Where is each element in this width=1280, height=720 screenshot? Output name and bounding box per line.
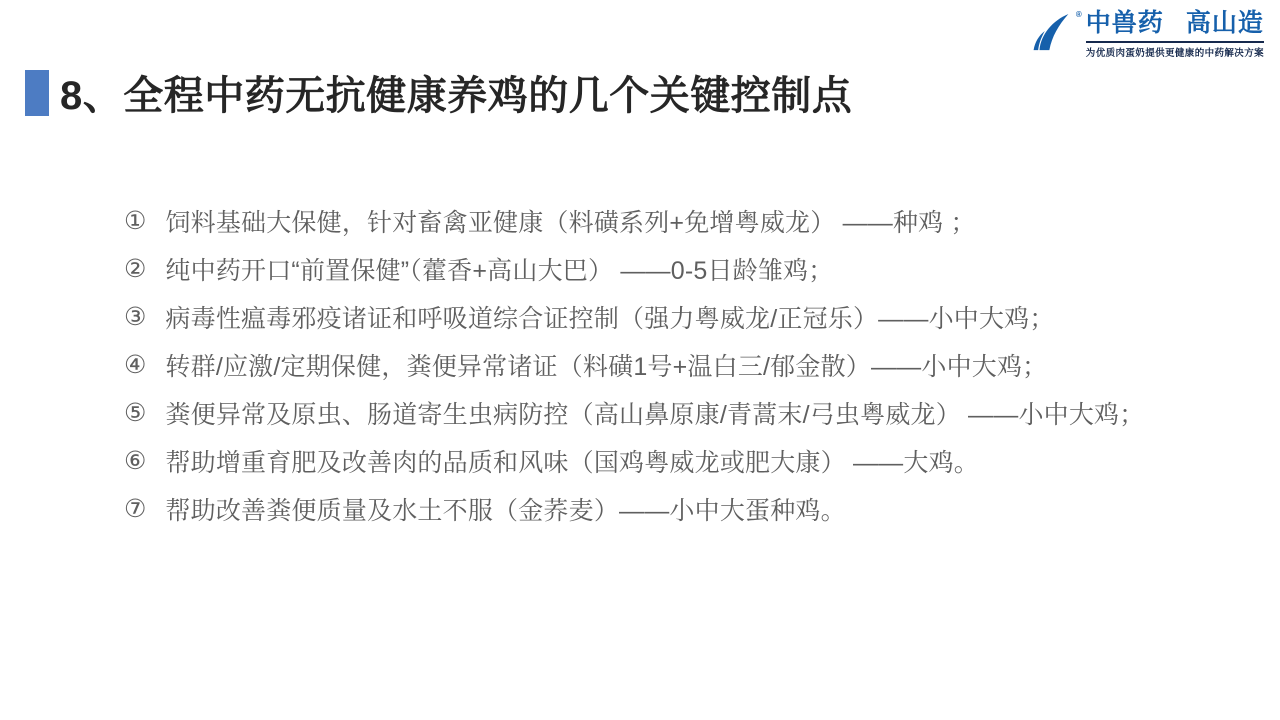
registered-trademark-icon: ® xyxy=(1075,10,1082,19)
list-item xyxy=(124,341,1260,389)
list-item-number: ⑦ xyxy=(124,495,147,523)
list-item xyxy=(124,245,1260,293)
list-item-text: 转群/应激/定期保健，粪便异常诸证（料磺1号+温白三/郁金散）——小中大鸡； xyxy=(165,353,1048,381)
list-item-text: 粪便异常及原虫、肠道寄生虫病防控（高山鼻原康/青蒿末/弓虫粤威龙） ——小中大鸡； xyxy=(165,401,1145,429)
brand-name-left: 中兽药 xyxy=(1085,9,1164,37)
list-item xyxy=(124,197,1260,245)
title-accent-bar xyxy=(25,70,49,116)
key-points-list xyxy=(124,197,1260,533)
brand-tagline: 为优质肉蛋奶提供更健康的中药解决方案 xyxy=(1086,41,1264,59)
list-item-text: 帮助改善粪便质量及水土不服（金荞麦）——小中大蛋种鸡。 xyxy=(165,497,846,525)
list-item xyxy=(124,437,1260,485)
list-item-number: ③ xyxy=(124,303,147,331)
list-item-text: 帮助增重育肥及改善肉的品质和风味（国鸡粤威龙或肥大康） ——大鸡。 xyxy=(165,449,979,477)
logo-text-block xyxy=(1086,10,1264,59)
list-item-number: ② xyxy=(124,255,147,283)
list-item-number: ④ xyxy=(124,351,147,379)
logo-swoosh-icon xyxy=(1024,10,1080,54)
list-item-text: 饲料基础大保健，针对畜禽亚健康（料磺系列+免增粤威龙） ——种鸡 ； xyxy=(165,209,976,237)
page-title: 8、全程中药无抗健康养鸡的几个关键控制点 xyxy=(60,74,853,118)
brand-name xyxy=(1086,10,1264,38)
list-item-text: 纯中药开口“前置保健”（藿香+高山大巴） ——0-5日龄雏鸡； xyxy=(165,257,834,285)
list-item-number: ⑥ xyxy=(124,447,147,475)
title-row xyxy=(25,64,852,121)
list-item-number: ① xyxy=(124,207,147,235)
list-item xyxy=(124,389,1260,437)
brand-name-right: 高山造 xyxy=(1185,9,1264,37)
list-item xyxy=(124,485,1260,533)
list-item-number: ⑤ xyxy=(124,399,147,427)
list-item-text: 病毒性瘟毒邪疫诸证和呼吸道综合证控制（强力粤威龙/正冠乐）——小中大鸡； xyxy=(165,305,1055,333)
list-item xyxy=(124,293,1260,341)
company-logo xyxy=(1024,10,1264,59)
